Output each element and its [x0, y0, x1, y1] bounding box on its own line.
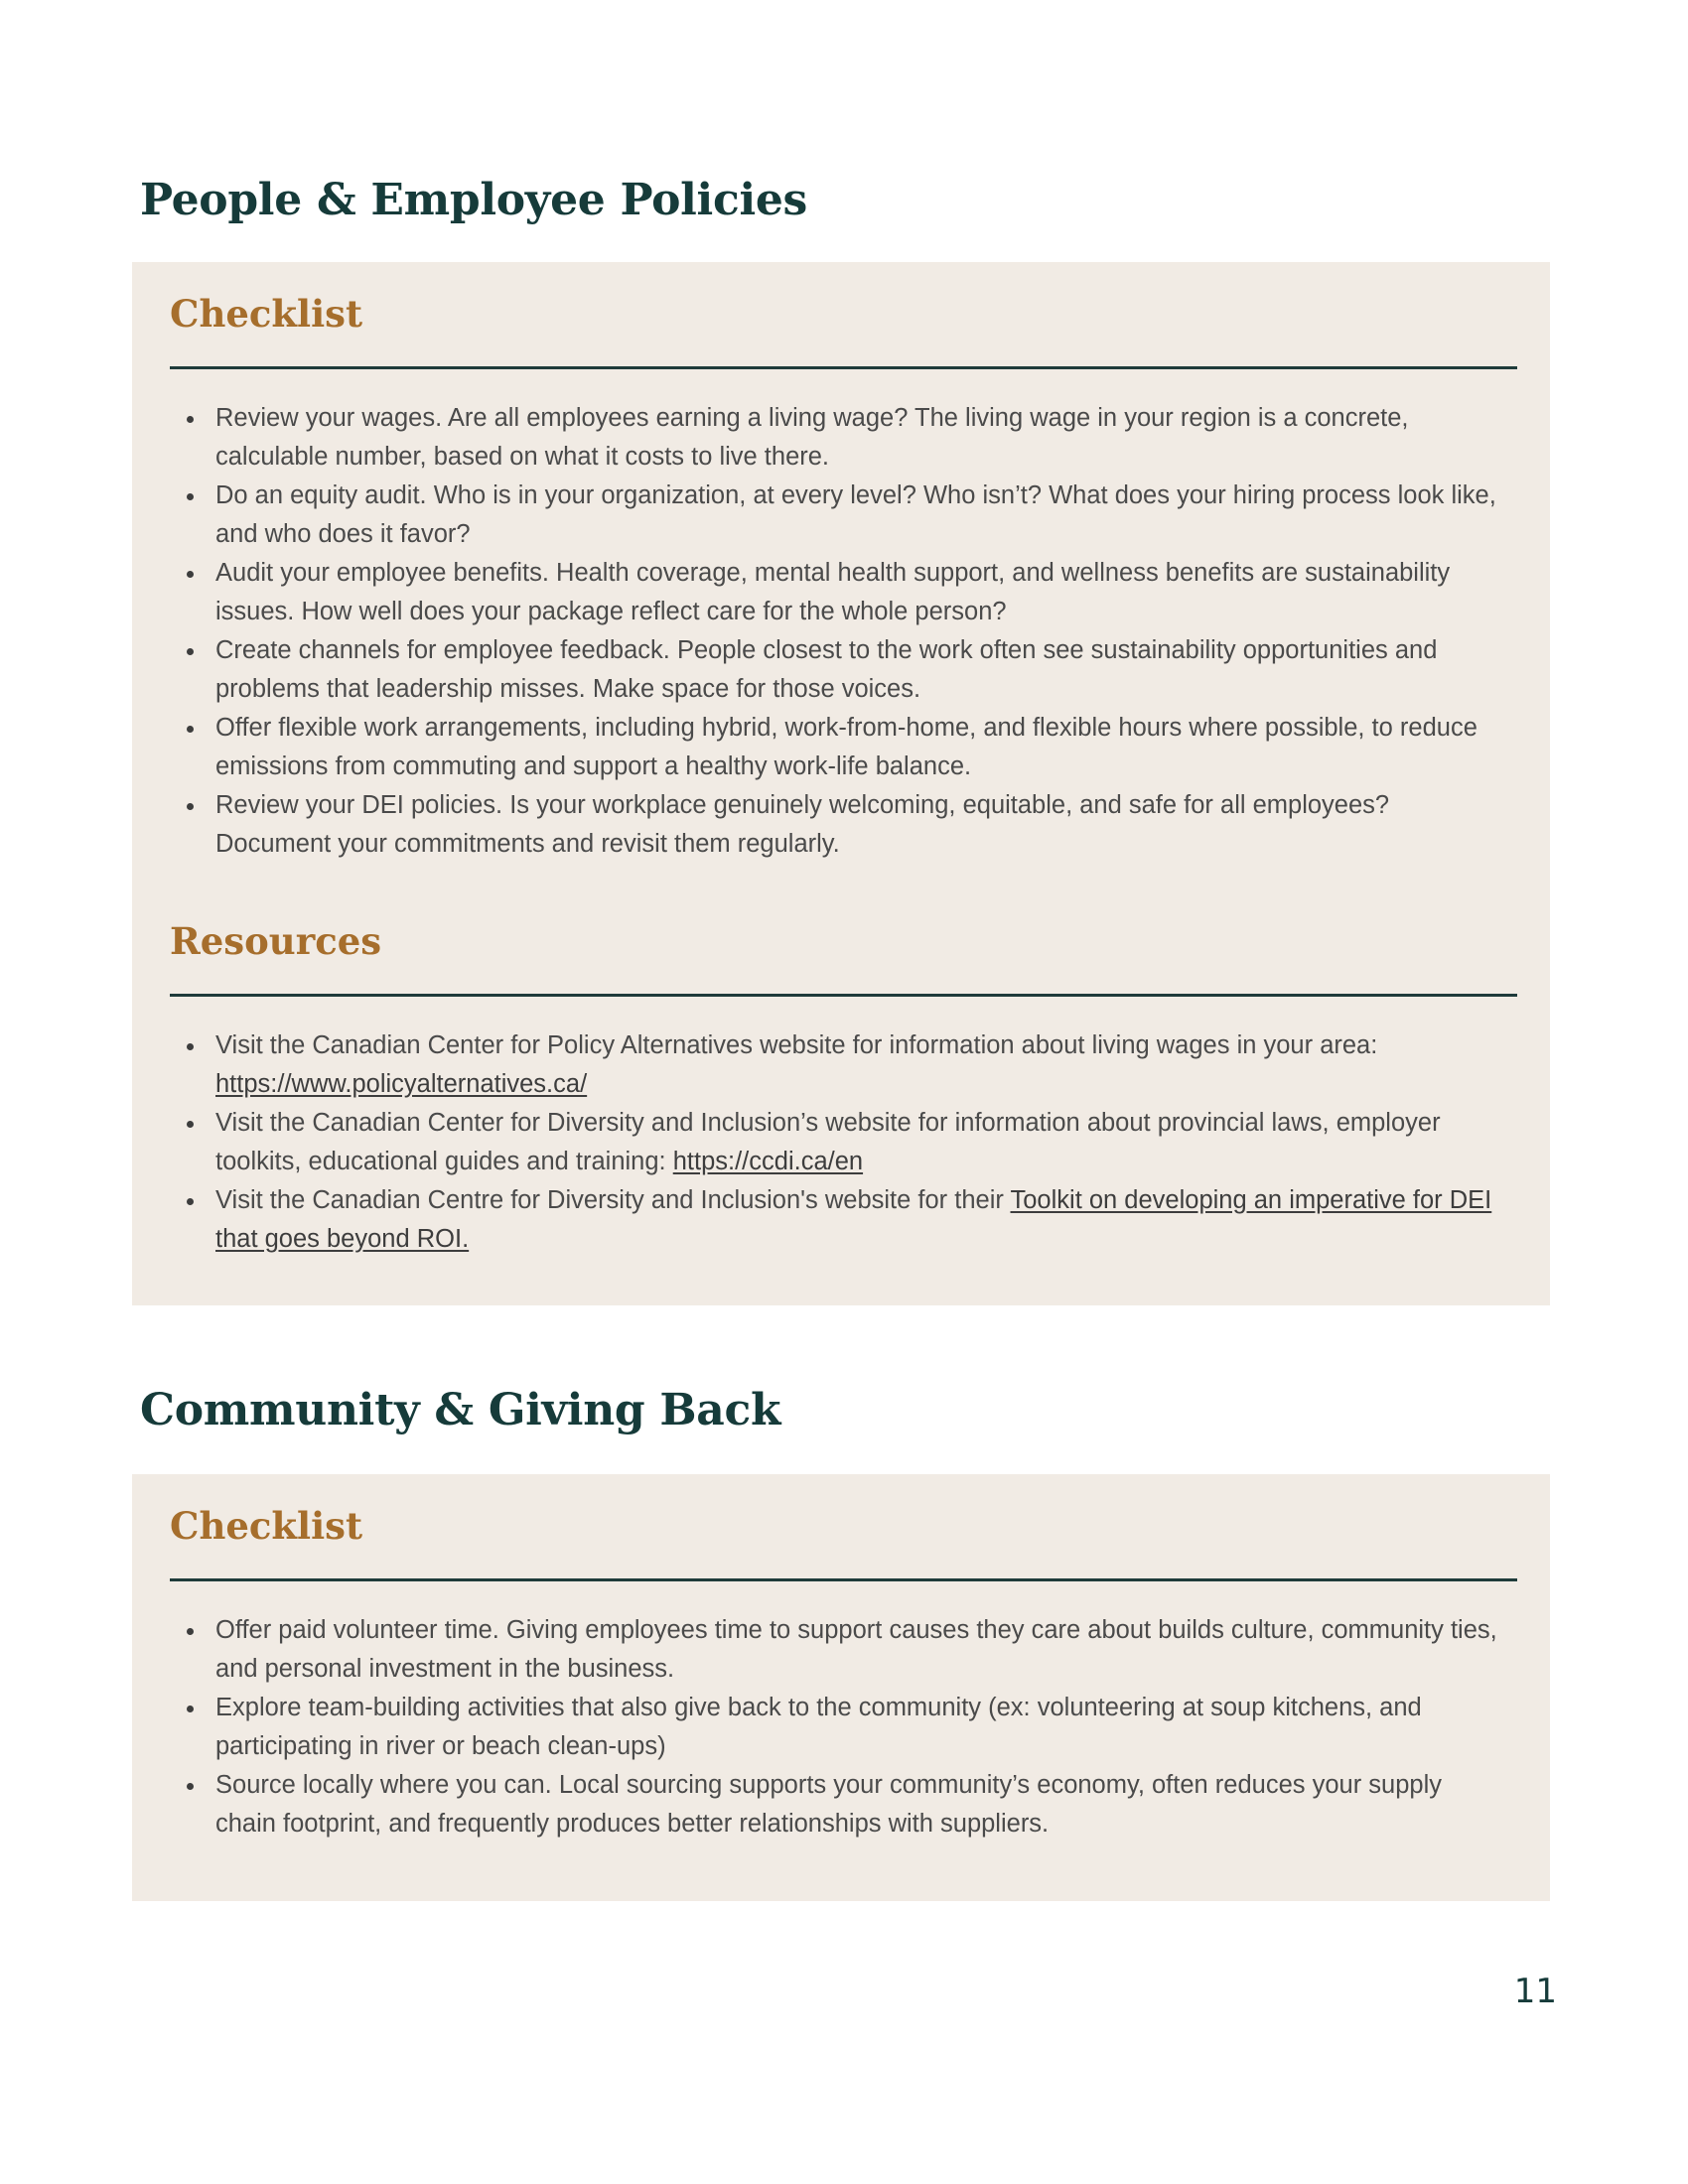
divider [170, 994, 1517, 997]
checklist-heading: Checklist [170, 292, 363, 336]
checklist-item: Audit your employee benefits. Health coverage, mental health support, and wellness benefits are sustainability issues. How well does your package reflect care for the whole person? [170, 554, 1517, 631]
section-title-people-employee-policies: People & Employee Policies [140, 175, 808, 225]
resource-text: Visit the Canadian Center for Diversity and Inclusion’s website for information about provincial laws, employer toolkits, educational guides and training: [215, 1109, 1441, 1175]
checklist-item: Create channels for employee feedback. People closest to the work often see sustainability opportunities and problems that leadership misses. Make space for those voices. [170, 631, 1517, 709]
checklist-item: Do an equity audit. Who is in your organization, at every level? Who isn’t? What does your hiring process look like, and who does it favor? [170, 477, 1517, 554]
resource-text: Visit the Canadian Center for Policy Alternatives website for information about living wages in your area: [215, 1031, 1378, 1059]
section-title-community-giving-back: Community & Giving Back [140, 1385, 781, 1435]
page-number: 11 [1513, 1972, 1557, 2011]
people-policies-panel [132, 262, 1550, 1305]
resources-heading: Resources [170, 919, 382, 963]
checklist-item: Source locally where you can. Local sourcing supports your community’s economy, often reduces your supply chain footprint, and frequently produces better relationships with suppliers. [170, 1766, 1517, 1843]
checklist [170, 1611, 1517, 1843]
checklist-item: Offer flexible work arrangements, including hybrid, work-from-home, and flexible hours where possible, to reduce emissions from commuting and support a healthy work-life balance. [170, 709, 1517, 786]
resource-item [170, 1181, 1517, 1259]
resource-text: Visit the Canadian Centre for Diversity and Inclusion's website for their [215, 1186, 1011, 1214]
dei-toolkit-link[interactable]: Toolkit on developing an imperative for DEI that goes beyond ROI. [215, 1186, 1492, 1253]
divider [170, 1578, 1517, 1581]
checklist-item: Review your DEI policies. Is your workplace genuinely welcoming, equitable, and safe for all employees? Document your commitments and revisit them regularly. [170, 786, 1517, 864]
ccdi-link[interactable]: https://ccdi.ca/en [672, 1148, 864, 1175]
resources-list [170, 1026, 1517, 1259]
checklist-heading: Checklist [170, 1504, 363, 1548]
checklist-item: Explore team-building activities that also give back to the community (ex: volunteering at soup kitchens, and participating in river or beach clean-ups) [170, 1689, 1517, 1766]
checklist [170, 399, 1517, 864]
policy-alternatives-link[interactable]: https://www.policyalternatives.ca/ [215, 1070, 588, 1098]
resource-item [170, 1026, 1517, 1104]
community-giving-panel [132, 1474, 1550, 1901]
checklist-item: Review your wages. Are all employees earning a living wage? The living wage in your region is a concrete, calculable number, based on what it costs to live there. [170, 399, 1517, 477]
divider [170, 366, 1517, 369]
resource-item [170, 1104, 1517, 1181]
checklist-item: Offer paid volunteer time. Giving employees time to support causes they care about builds culture, community ties, and personal investment in the business. [170, 1611, 1517, 1689]
